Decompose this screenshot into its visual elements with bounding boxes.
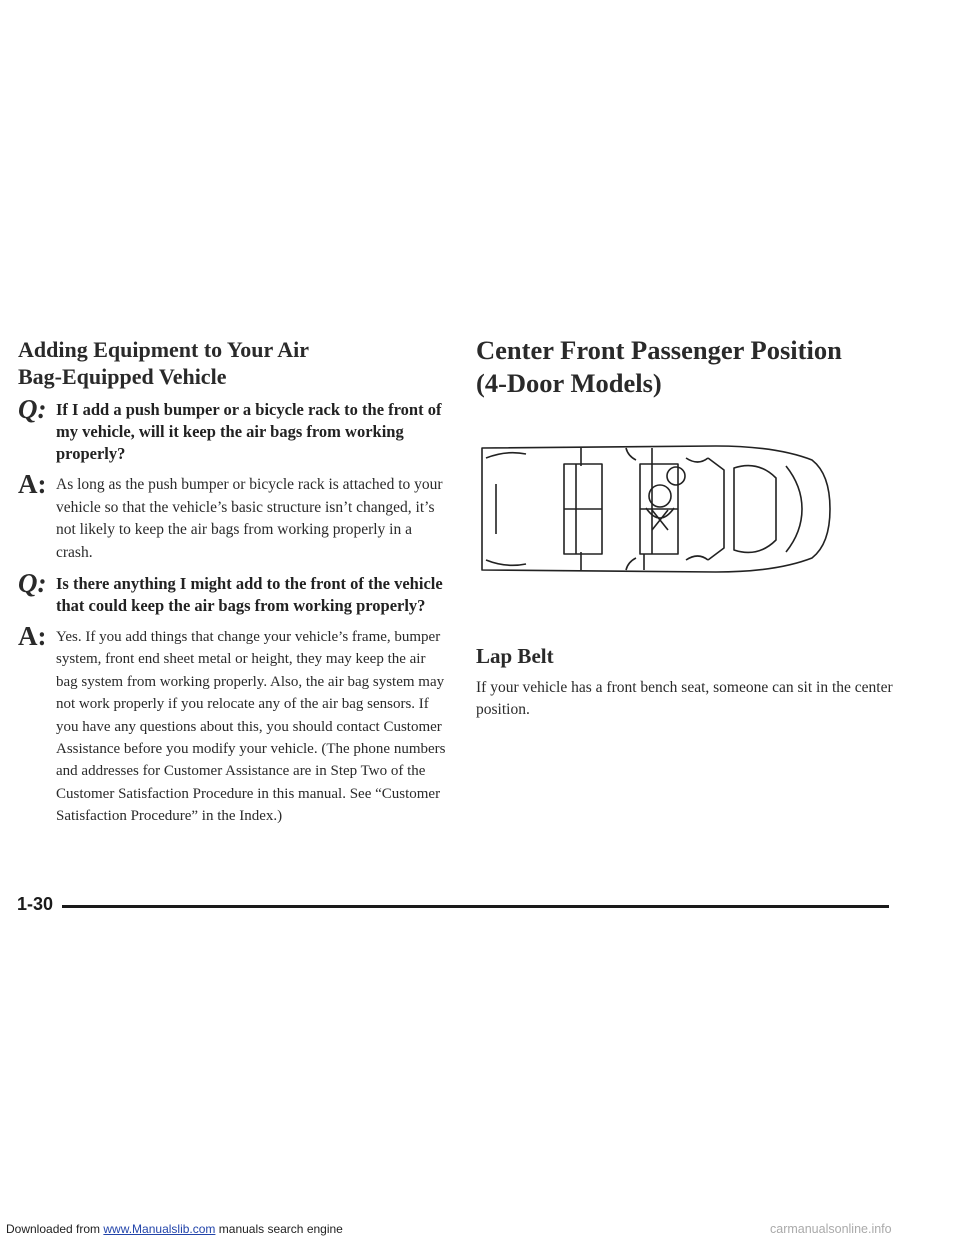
- question-text: Is there anything I might add to the front of the vehicle that could keep the air bags from working properly?: [56, 574, 443, 615]
- watermark: carmanualsonline.info: [770, 1222, 892, 1236]
- heading-line-2: Bag-Equipped Vehicle: [18, 364, 227, 389]
- page-title: [476, 334, 896, 400]
- question-2: [18, 568, 450, 617]
- answer-1: [18, 469, 450, 564]
- question-text: If I add a push bumper or a bicycle rack to the front of my vehicle, will it keep the air bags from working properly?: [56, 400, 442, 463]
- lap-belt-heading: Lap Belt: [476, 644, 554, 668]
- vehicle-top-view-illustration: [476, 436, 836, 582]
- download-footer: [6, 1222, 343, 1236]
- section-heading: [18, 336, 450, 390]
- answer-2: [18, 621, 450, 828]
- page-number: 1-30: [17, 894, 54, 914]
- answer-text: As long as the push bumper or bicycle rack is attached to your vehicle so that the vehicle’s basic structure isn’t changed, it’s not likely to keep the air bags from working properly in a crash.: [56, 476, 443, 561]
- lap-belt-text: If your vehicle has a front bench seat, someone can sit in the center position.: [476, 679, 893, 718]
- question-1: [18, 394, 450, 465]
- q-marker: Q:: [18, 568, 47, 598]
- air-bag-equipment-section: [18, 336, 450, 828]
- footer-suffix: manuals search engine: [215, 1222, 343, 1236]
- footer-rule: [62, 905, 889, 908]
- q-marker: Q:: [18, 394, 47, 424]
- a-marker: A:: [18, 469, 47, 499]
- title-line-1: Center Front Passenger Position: [476, 335, 842, 365]
- manualslib-link[interactable]: www.Manualslib.com: [103, 1222, 216, 1236]
- answer-text: Yes. If you add things that change your vehicle’s frame, bumper system, front end sheet metal or height, they may keep the air bag system from working properly. Also, the air bag system may not work properly if you relocate any of the air bag sensors. If you have any questions about this, you should contact Customer Assistance before you modify your vehicle. (The phone numbers and addresses for Customer Assistance are in Step Two of the Customer Satisfaction Procedure in this manual. See “Customer Satisfaction Procedure” in the Index.): [56, 629, 446, 825]
- a-marker: A:: [18, 621, 47, 651]
- title-line-2: (4-Door Models): [476, 368, 662, 398]
- footer-prefix: Downloaded from: [6, 1222, 104, 1236]
- center-passenger-section: [476, 334, 896, 400]
- heading-line-1: Adding Equipment to Your Air: [18, 337, 309, 362]
